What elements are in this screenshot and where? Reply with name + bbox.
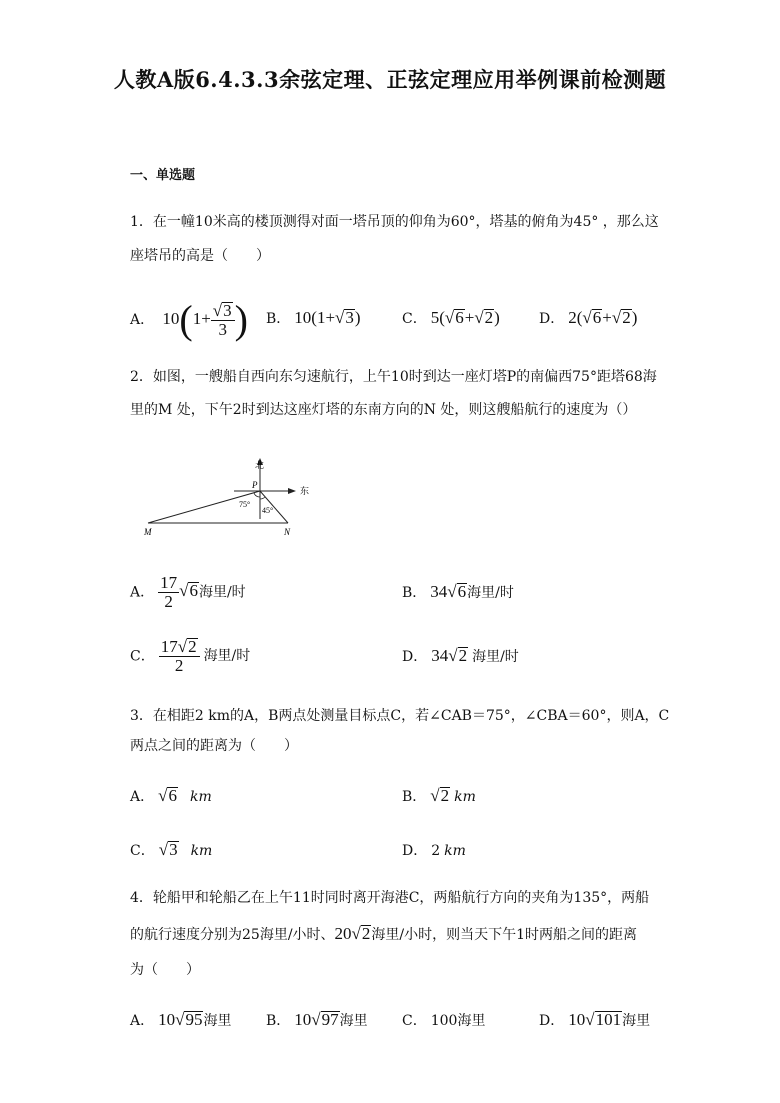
- option-label: B．: [402, 789, 427, 805]
- unit-label: 海里: [339, 1013, 368, 1029]
- unit-label: km: [190, 843, 213, 859]
- b-radicand: 97: [321, 1010, 339, 1029]
- a-numerator: 3: [223, 300, 232, 320]
- option-label: C．: [130, 843, 155, 859]
- q4-stem-line3: 为（ ）: [130, 962, 200, 978]
- q3-stem-line2: 两点之间的距离为（ ）: [130, 738, 298, 754]
- angle-label-75: 75°: [239, 500, 251, 509]
- a-radicand: 6: [168, 786, 177, 805]
- option-label: C．: [402, 1013, 427, 1029]
- d-value: 2: [431, 843, 441, 859]
- a-one-plus: 1+: [192, 308, 211, 328]
- c-radicand-2: 2: [484, 308, 494, 327]
- q4-option-d[interactable]: D． 10√101海里: [539, 1010, 651, 1029]
- a-coef: 10: [162, 308, 180, 328]
- q4-speed-radicand: 2: [361, 924, 371, 943]
- unit-label: 海里: [203, 1013, 232, 1029]
- north-label: 北: [255, 461, 265, 471]
- angle-arc-75: [254, 493, 260, 497]
- d-coef: 34: [431, 646, 449, 665]
- b-coef: 10: [294, 1010, 312, 1029]
- a-radicand: 6: [189, 581, 198, 601]
- unit-label: 海里: [622, 1013, 651, 1029]
- point-n-label: N: [284, 527, 291, 537]
- q2-option-d[interactable]: D． 34√2 海里/时: [402, 646, 519, 665]
- q2-stem-line1: 2．如图，一艘船自西向东匀速航行，上午10时到达一座灯塔P的南偏西75°距塔68海: [130, 369, 657, 385]
- a-radicand: 95: [185, 1010, 203, 1029]
- unit-label: 海里: [457, 1013, 486, 1029]
- q1-option-a[interactable]: A． 10(1+ $\frac{√3}{3}$ ): [130, 297, 248, 342]
- q4-stem-line2b: 海里/小时，则当天下午1时两船之间的距离: [371, 927, 637, 943]
- option-label: C．: [402, 311, 427, 327]
- b-radicand: 6: [457, 582, 467, 601]
- q4-speed-coef: 20: [334, 924, 352, 943]
- q3-option-c[interactable]: C． √3 km: [130, 840, 213, 859]
- q4-option-c[interactable]: [402, 1010, 485, 1030]
- unit-label: 海里/时: [467, 585, 514, 601]
- angle-arc-45: [260, 497, 265, 499]
- a-coef: 10: [158, 1010, 176, 1029]
- q2-stem-line2: 里的M 处，下午2时到达这座灯塔的东南方向的N 处，则这艘船航行的速度为（）: [130, 402, 637, 418]
- angle-label-45: 45°: [262, 506, 274, 515]
- east-label: 东: [300, 487, 310, 497]
- c-radicand-1: 6: [455, 308, 464, 327]
- east-arrowhead: [288, 488, 296, 494]
- q4-stem-line2: 的航行速度分别为25海里/小时、20√2海里/小时，则当天下午1时两船之间的距离: [130, 924, 637, 943]
- q2-option-b[interactable]: B． 34√6海里/时: [402, 582, 514, 601]
- b-close: ): [354, 308, 361, 327]
- unit-label: 海里/时: [203, 648, 251, 665]
- d-radicand: 2: [458, 646, 468, 665]
- option-label: B．: [266, 311, 291, 327]
- b-radicand: 3: [345, 308, 354, 327]
- option-label: A．: [130, 1013, 155, 1029]
- q2-option-a[interactable]: A． $\frac{17}{2}$ √6海里/时: [130, 573, 246, 611]
- option-label: D．: [539, 311, 565, 327]
- page-title: 人教A版6.4.3.3余弦定理、正弦定理应用举例课前检测题: [113, 67, 667, 92]
- option-label: B．: [266, 1013, 291, 1029]
- option-label: B．: [402, 585, 427, 601]
- q4-stem-line2a: 的航行速度分别为25海里/小时、: [130, 927, 335, 943]
- unit-label: km: [454, 789, 476, 805]
- q3-option-b[interactable]: B． √2 km: [402, 786, 476, 805]
- point-p-label: P: [252, 480, 258, 490]
- q4-stem-line1: 4．轮船甲和轮船乙在上午11时同时离开海港C，两船航行方向的夹角为135°，两船: [130, 890, 650, 906]
- c-denominator: 2: [174, 656, 184, 675]
- d-close: ): [631, 308, 638, 327]
- d-text: 2(: [568, 308, 583, 327]
- a-numerator: 17: [160, 573, 178, 592]
- unit-label: 海里/时: [472, 649, 519, 665]
- d-radicand-2: 2: [622, 308, 631, 327]
- option-label: C．: [130, 648, 155, 665]
- q2-figure: [138, 455, 318, 540]
- q4-option-a[interactable]: A． 10√95海里: [130, 1010, 232, 1029]
- c-value: 100: [430, 1013, 458, 1029]
- d-radicand: 101: [595, 1010, 622, 1029]
- c-plus: +: [464, 308, 475, 327]
- section-heading: 一、单选题: [130, 168, 196, 183]
- b-coef: 34: [430, 582, 448, 601]
- option-label: D．: [402, 649, 428, 665]
- q1-option-b[interactable]: B． 10(1+√3): [266, 308, 361, 327]
- option-label: A．: [130, 789, 155, 805]
- unit-label: 海里/时: [198, 584, 246, 601]
- q3-option-d[interactable]: [402, 840, 466, 860]
- option-label: D．: [539, 1013, 565, 1029]
- option-label: A．: [130, 584, 155, 601]
- d-plus: +: [602, 308, 612, 327]
- option-label: A．: [130, 311, 155, 328]
- c-num-radicand: 2: [188, 637, 197, 656]
- unit-label: km: [189, 789, 212, 805]
- d-coef: 10: [568, 1010, 586, 1029]
- a-denominator: 3: [218, 319, 227, 339]
- b-text: 10(1+: [294, 308, 336, 327]
- q3-option-a[interactable]: A． √6 km: [130, 786, 212, 805]
- c-radicand: 3: [169, 840, 178, 859]
- q2-option-c[interactable]: C． $\frac{17√2}{2}$ 海里/时: [130, 637, 251, 675]
- q1-stem-line1: 1．在一幢10米高的楼顶测得对面一塔吊顶的仰角为60°，塔基的俯角为45° ，那么这: [130, 214, 659, 230]
- point-m-label: M: [144, 527, 152, 537]
- q1-stem-line2: 座塔吊的高是（ ）: [130, 248, 270, 264]
- q1-option-c[interactable]: C． 5(√6+√2): [402, 308, 500, 327]
- option-label: D．: [402, 843, 428, 859]
- d-radicand-1: 6: [592, 308, 602, 327]
- q3-stem-line1: 3．在相距2 km的A，B两点处测量目标点C，若∠CAB＝75°，∠CBA＝60°，则A，C: [130, 708, 670, 724]
- q4-option-b[interactable]: B． 10√97海里: [266, 1010, 368, 1029]
- unit-label: km: [444, 843, 466, 859]
- q1-option-d[interactable]: D． 2(√6+√2): [539, 308, 638, 327]
- a-denominator: 2: [164, 592, 173, 611]
- b-radicand: 2: [440, 786, 450, 805]
- c-close: ): [494, 308, 500, 327]
- c-text: 5(: [430, 308, 445, 327]
- c-num-coef: 17: [160, 637, 178, 656]
